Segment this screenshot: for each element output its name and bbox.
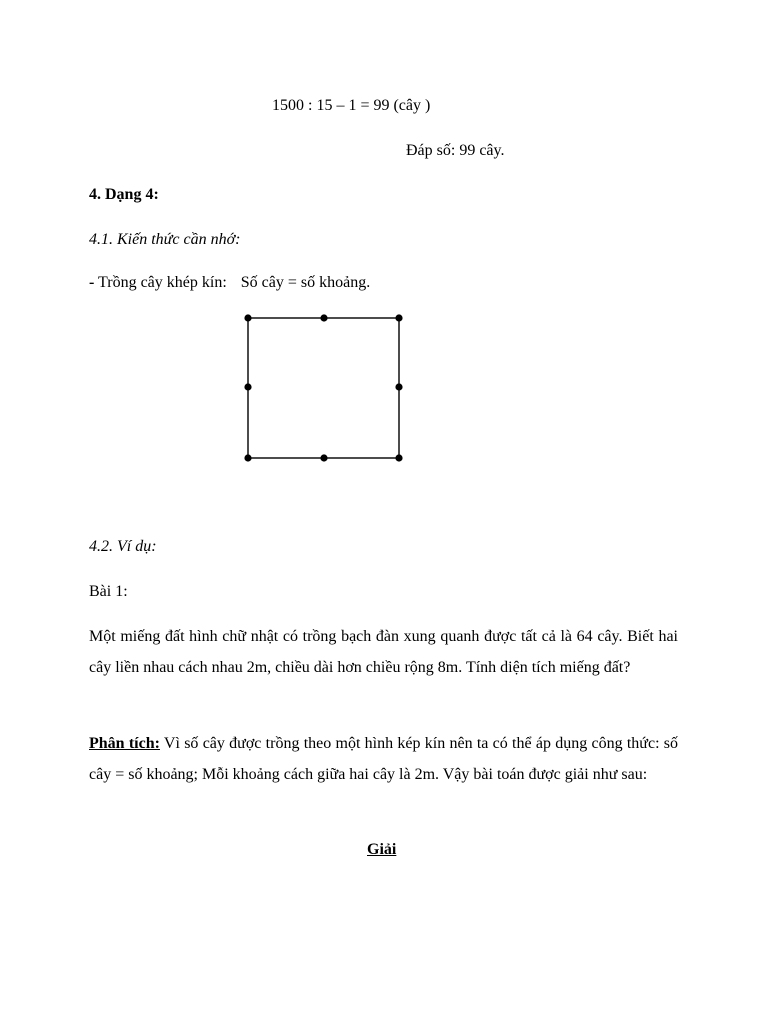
diagram-point bbox=[395, 383, 402, 390]
diagram-point bbox=[395, 314, 402, 321]
problem-statement: Một miếng đất hình chữ nhật có trồng bạch đàn xung quanh được tất cả là 64 cây. Biết hai cây liền nhau cách nhau 2m, chiều dài hơn chiều rộng 8m. Tính diện tích miếng đất? bbox=[89, 628, 678, 676]
diagram-point bbox=[244, 383, 251, 390]
diagram-point bbox=[244, 314, 251, 321]
rule-formula: Số cây = số khoảng. bbox=[240, 274, 371, 291]
subsection-knowledge-heading: 4.1. Kiến thức cần nhớ: bbox=[89, 231, 241, 248]
diagram-point bbox=[320, 454, 327, 461]
answer-line: Đáp số: 99 cây. bbox=[406, 142, 505, 159]
closed-loop-diagram bbox=[238, 308, 410, 468]
calculation-line: 1500 : 15 – 1 = 99 (cây ) bbox=[272, 97, 431, 114]
diagram-point bbox=[244, 454, 251, 461]
analysis-paragraph bbox=[89, 728, 678, 790]
analysis-label: Phân tích: bbox=[89, 735, 160, 752]
exercise-label: Bài 1: bbox=[89, 583, 128, 600]
subsection-example-heading: 4.2. Ví dụ: bbox=[89, 538, 157, 555]
rule-label: Trồng cây khép kín: bbox=[94, 274, 227, 291]
diagram-square-outline bbox=[248, 318, 399, 458]
diagram-point bbox=[320, 314, 327, 321]
section-heading: 4. Dạng 4: bbox=[89, 186, 159, 203]
solution-heading: Giải bbox=[367, 841, 397, 858]
analysis-text: Vì số cây được trồng theo một hình kép kín nên ta có thể áp dụng công thức: số cây = số khoảng; Mỗi khoảng cách giữa hai cây là 2m. Vậy bài toán được giải như sau: bbox=[89, 735, 679, 783]
diagram-point bbox=[395, 454, 402, 461]
rule-dash: - bbox=[89, 274, 95, 291]
rule-line bbox=[89, 273, 370, 293]
